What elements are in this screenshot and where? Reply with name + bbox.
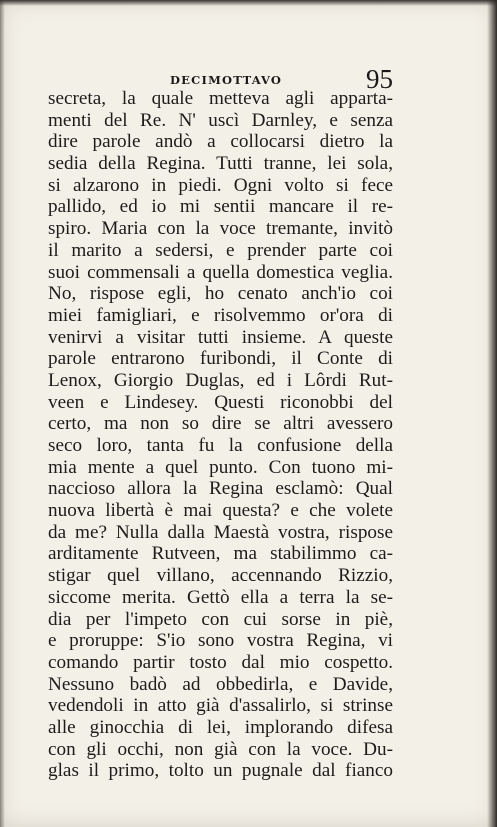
text-line: si alzarono in piedi. Ogni volto si fece	[48, 174, 393, 196]
text-line: vedendoli in atto già d'assalirlo, si strinse	[48, 695, 393, 717]
body-text	[48, 88, 393, 782]
text-line: suoi commensali a quella domestica veglia.	[48, 261, 393, 283]
page-top-edge	[0, 0, 497, 6]
text-line: e proruppe: S'io sono vostra Regina, vi	[48, 630, 393, 652]
text-line: comando partir tosto dal mio cospetto.	[48, 651, 393, 673]
page-number: 95	[366, 64, 393, 94]
text-line: veen e Lindesey. Questi riconobbi del	[48, 391, 393, 413]
text-line: da me? Nulla dalla Maestà vostra, rispose	[48, 521, 393, 543]
text-line: No, rispose egli, ho cenato anch'io coi	[48, 283, 393, 305]
text-line: seco loro, tanta fu la confusione della	[48, 435, 393, 456]
text-line: parole entrarono furibondi, il Conte di	[48, 348, 393, 370]
text-line: dire parole andò a collocarsi dietro la	[48, 131, 393, 153]
text-line: Lenox, Giorgio Duglas, ed i Lôrdi Rut-	[48, 369, 393, 391]
text-line: certo, ma non so dire se altri avessero	[48, 413, 393, 435]
text-line: nuova libertà è mai questa? e che volete	[48, 500, 393, 522]
text-line: secreta, la quale metteva agli apparta-	[48, 88, 393, 109]
text-line: miei famigliari, e risolvemmo or'ora di	[48, 304, 393, 326]
text-line: dia per l'impeto con cui sorse in piè,	[48, 608, 393, 630]
text-line: con gli occhi, non già con la voce. Du-	[48, 738, 393, 760]
text-line: alle ginocchia di lei, implorando difesa	[48, 716, 393, 738]
text-line: sedia della Regina. Tutti tranne, lei sola,	[48, 153, 393, 175]
page-right-edge	[487, 0, 497, 827]
text-line: siccome merita. Gettò ella a terra la se-	[48, 586, 393, 608]
text-line: Nessuno badò ad obbedirla, e Davide,	[48, 673, 393, 695]
text-line: pallido, ed io mi sentii mancare il re-	[48, 196, 393, 218]
text-line: menti del Re. N' uscì Darnley, e senza	[48, 109, 393, 131]
text-line: mia mente a quel punto. Con tuono mi-	[48, 456, 393, 478]
text-line: stigar quel villano, accennando Rizzio,	[48, 565, 393, 587]
page-left-edge	[0, 0, 5, 827]
running-head: DECIMOTTAVO	[170, 73, 283, 87]
text-line: venirvi a visitar tutti insieme. A queste	[48, 326, 393, 348]
text-line: arditamente Rutveen, ma stabilimmo ca-	[48, 543, 393, 565]
text-line: il marito a sedersi, e prender parte coi	[48, 239, 393, 261]
text-line: spiro. Maria con la voce tremante, invitò	[48, 218, 393, 240]
text-line: naccioso allora la Regina esclamò: Qual	[48, 478, 393, 500]
text-line: glas il primo, tolto un pugnale dal fianco	[48, 760, 393, 782]
